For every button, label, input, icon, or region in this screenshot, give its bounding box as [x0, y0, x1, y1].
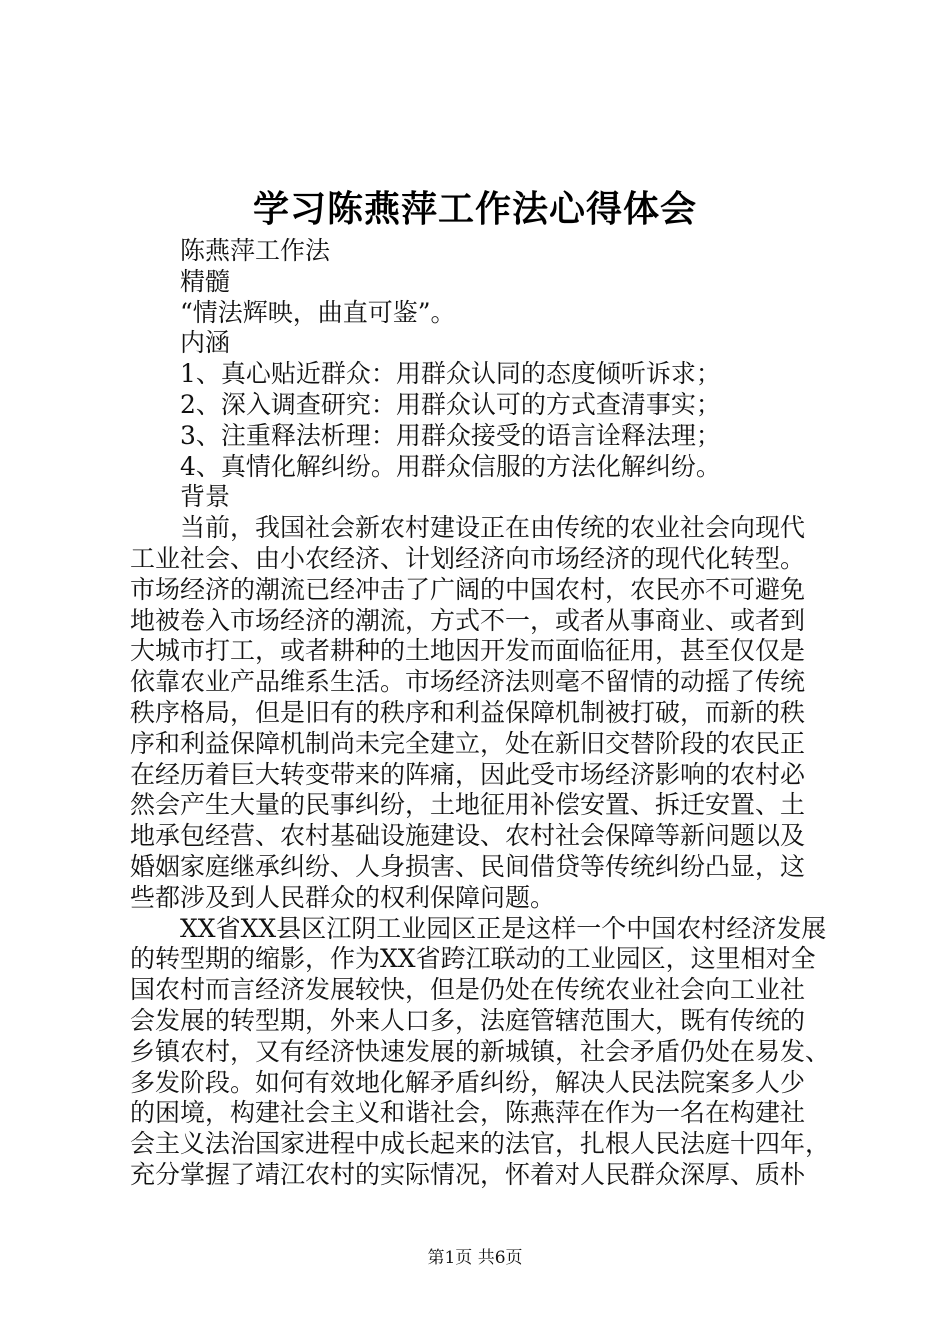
paragraph-line: 乡镇农村，又有经济快速发展的新城镇，社会矛盾仍处在易发、: [130, 1036, 831, 1066]
paragraph-line: 工业社会、由小农经济、计划经济向市场经济的现代化转型。: [130, 543, 806, 573]
paragraph-line: 些都涉及到人民群众的权利保障问题。: [130, 882, 556, 912]
connotation-item-1: 1、真心贴近群众：用群众认同的态度倾听诉求；: [180, 359, 721, 389]
paragraph-line: XX省XX县区江阴工业园区正是这样一个中国农村经济发展: [180, 913, 827, 943]
essence-quote: “情法辉映，曲直可鉴”。: [180, 297, 456, 327]
paragraph-line: 地承包经营、农村基础设施建设、农村社会保障等新问题以及: [130, 821, 806, 851]
heading-background: 背景: [180, 482, 231, 512]
document-body: [130, 236, 831, 1191]
paragraph-line: 市场经济的潮流已经冲击了广阔的中国农村，农民亦不可避免: [130, 574, 806, 604]
paragraph-line: 会主义法治国家进程中成长起来的法官，扎根人民法庭十四年，: [130, 1129, 831, 1159]
heading-connotation: 内涵: [180, 328, 231, 358]
paragraph-line: 大城市打工，或者耕种的土地因开发而面临征用，甚至仅仅是: [130, 636, 806, 666]
paragraph-line: 的转型期的缩影，作为XX省跨江联动的工业园区，这里相对全: [130, 944, 816, 974]
connotation-item-4: 4、真情化解纠纷。用群众信服的方法化解纠纷。: [180, 451, 721, 481]
paragraph-line: 依靠农业产品维系生活。市场经济法则毫不留情的动摇了传统: [130, 667, 806, 697]
document-title: 学习陈燕萍工作法心得体会: [252, 188, 697, 230]
heading-method-name: 陈燕萍工作法: [180, 236, 331, 265]
paragraph-line: 地被卷入市场经济的潮流，方式不一，或者从事商业、或者到: [130, 605, 806, 635]
paragraph-line: 秩序格局，但是旧有的秩序和利益保障机制被打破，而新的秩: [130, 697, 806, 727]
paragraph-line: 在经历着巨大转变带来的阵痛，因此受市场经济影响的农村必: [130, 759, 806, 789]
paragraph-line: 然会产生大量的民事纠纷，土地征用补偿安置、拆迁安置、土: [130, 790, 806, 820]
connotation-item-3: 3、注重释法析理：用群众接受的语言诠释法理；: [180, 420, 721, 450]
background-paragraph-1: [130, 513, 824, 913]
paragraph-line: 序和利益保障机制尚未完全建立，处在新旧交替阶段的农民正: [130, 728, 806, 758]
paragraph-line: 会发展的转型期，外来人口多，法庭管辖范围大，既有传统的: [130, 1005, 806, 1035]
background-paragraph-2: [130, 913, 831, 1191]
paragraph-line: 多发阶段。如何有效地化解矛盾纠纷，解决人民法院案多人少: [130, 1067, 806, 1097]
paragraph-line: 的困境，构建社会主义和谐社会，陈燕萍在作为一名在构建社: [130, 1098, 806, 1128]
paragraph-line: 当前，我国社会新农村建设正在由传统的农业社会向现代: [180, 513, 806, 543]
connotation-item-2: 2、深入调查研究：用群众认可的方式查清事实；: [180, 389, 721, 419]
heading-essence: 精髓: [180, 266, 231, 296]
paragraph-line: 充分掌握了靖江农村的实际情况，怀着对人民群众深厚、质朴: [130, 1159, 806, 1189]
paragraph-line: 婚姻家庭继承纠纷、人身损害、民间借贷等传统纠纷凸显，这: [130, 851, 806, 881]
page-footer: 第1页 共6页: [427, 1248, 523, 1268]
paragraph-line: 国农村而言经济发展较快，但是仍处在传统农业社会向工业社: [130, 975, 806, 1005]
